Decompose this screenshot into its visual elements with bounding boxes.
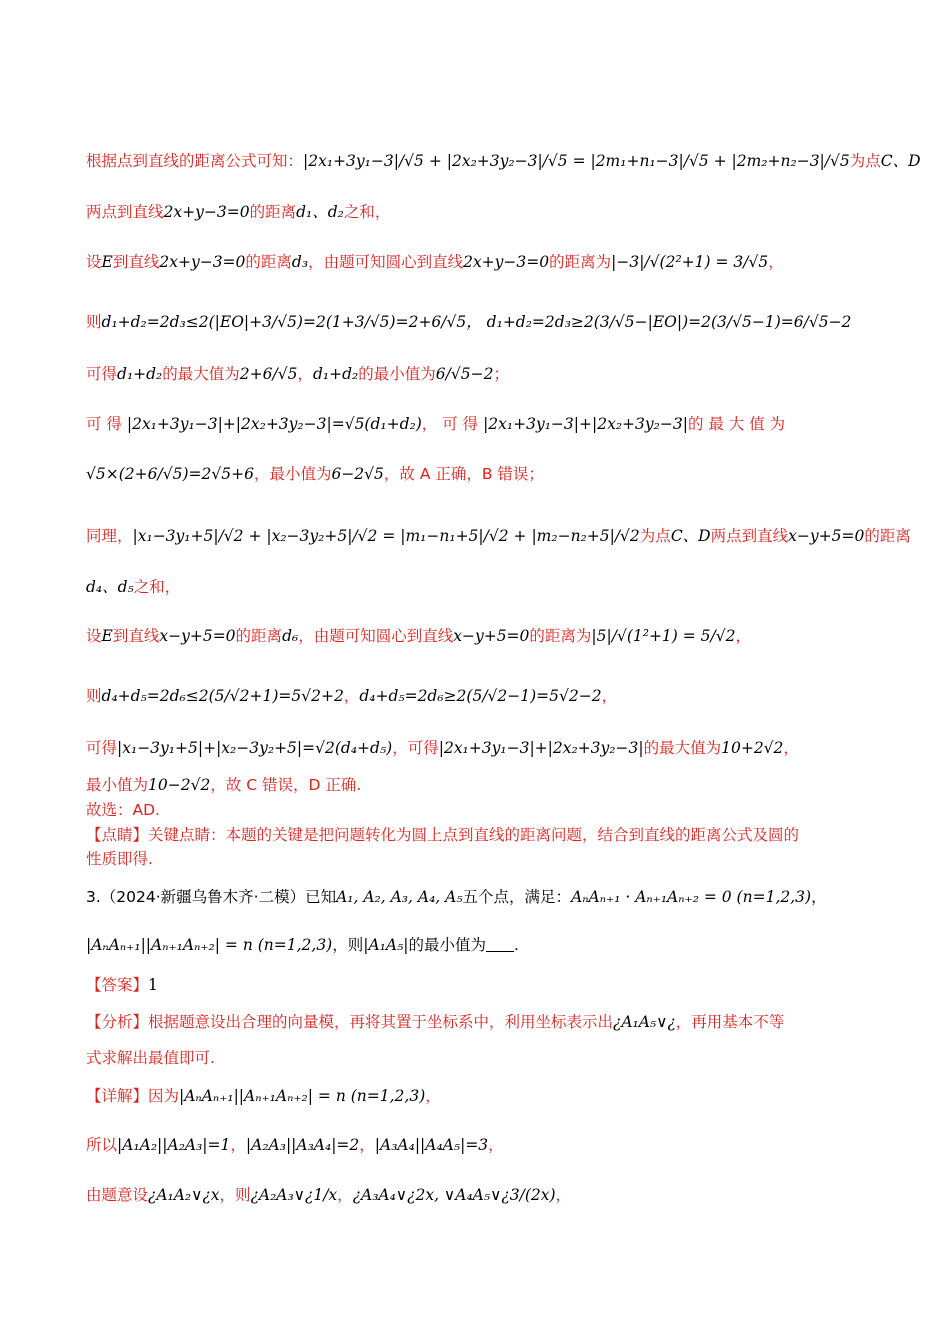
line-5: 可得d₁+d₂的最大值为2+6/√5，d₁+d₂的最小值为6/√5−2； [86, 365, 509, 383]
analysis-line-1: 【分析】根据题意设出合理的向量模，再将其置于坐标系中，利用坐标表示出¿A₁A₅∨¿，再用基本不等 [86, 1013, 785, 1031]
line-2: 两点到直线2x+y−3=0的距离d₁、d₂之和， [86, 203, 391, 221]
detail-line-2: 所以|A₁A₂||A₂A₃|=1，|A₂A₃||A₃A₄|=2，|A₃A₄||A₄A₅|=3， [86, 1136, 504, 1154]
line-4: 则d₁+d₂=2d₃≤2(|EO|+3/√5)=2(1+3/√5)=2+6/√5， d₁+d₂=2d₃≥2(3/√5−|EO|)=2(3/√5−1)=6/√5−2 [86, 313, 852, 331]
line-15: 【点睛】关键点睛：本题的关键是把问题转化为圆上点到直线的距离问题，结合到直线的距离公式及圆的 [86, 826, 800, 844]
analysis-line-2: 式求解出最值即可. [86, 1049, 215, 1067]
line-14: 故选：AD. [86, 801, 160, 819]
question-3-line-2: |AₙAₙ₊₁||Aₙ₊₁Aₙ₊₂| = n (n=1,2,3)，则|A₁A₅|的最小值为 . [86, 936, 519, 954]
detail-line-1: 【详解】因为|AₙAₙ₊₁||Aₙ₊₁Aₙ₊₂| = n (n=1,2,3)， [86, 1087, 441, 1105]
line-12: 可得|x₁−3y₁+5|+|x₂−3y₂+5|=√2(d₄+d₅)，可得|2x₁+3y₁−3|+|2x₂+3y₂−3|的最大值为10+2√2， [86, 739, 799, 757]
line-6: 可 得 |2x₁+3y₁−3|+|2x₂+3y₂−3|=√5(d₁+d₂)， 可 得 |2x₁+3y₁−3|+|2x₂+3y₂−3|的 最 大 值 为 [86, 415, 786, 433]
detail-line-3: 由题意设¿A₁A₂∨¿x，则¿A₂A₃∨¿1/x，¿A₃A₄∨¿2x, ∨A₄A₅∨¿3/(2x)， [86, 1186, 572, 1204]
answer-blank [486, 937, 514, 952]
line-3: 设E到直线2x+y−3=0的距离d₃，由题可知圆心到直线2x+y−3=0的距离为|−3|/√(2²+1) = 3/√5， [86, 253, 784, 271]
question-3-line-1: 3.（2024·新疆乌鲁木齐·二模）已知A₁, A₂, A₃, A₄, A₅五个点，满足：AₙAₙ₊₁ · Aₙ₊₁Aₙ₊₂ = 0 (n=1,2,3)， [86, 888, 827, 906]
line-1: 根据点到直线的距离公式可知：|2x₁+3y₁−3|/√5 + |2x₂+3y₂−3|/√5 = |2m₁+n₁−3|/√5 + |2m₂+n₂−3|/√5为点C、D [86, 152, 921, 170]
line-9: d₄、d₅之和， [86, 578, 181, 596]
line-8: 同理，|x₁−3y₁+5|/√2 + |x₂−3y₂+5|/√2 = |m₁−n₁+5|/√2 + |m₂−n₂+5|/√2为点C、D两点到直线x−y+5=0的距离 [86, 527, 911, 545]
line-16: 性质即得. [86, 850, 153, 868]
line-13: 最小值为10−2√2，故 C 错误，D 正确. [86, 776, 362, 794]
line-10: 设E到直线x−y+5=0的距离d₆，由题可知圆心到直线x−y+5=0的距离为|5|/√(1²+1) = 5/√2， [86, 627, 752, 645]
line-11: 则d₄+d₅=2d₆≤2(5/√2+1)=5√2+2，d₄+d₅=2d₆≥2(5/√2−1)=5√2−2， [86, 687, 618, 705]
answer-line: 【答案】1 [86, 976, 158, 994]
line-7: √5×(2+6/√5)=2√5+6，最小值为6−2√5，故 A 正确，B 错误； [86, 465, 544, 483]
